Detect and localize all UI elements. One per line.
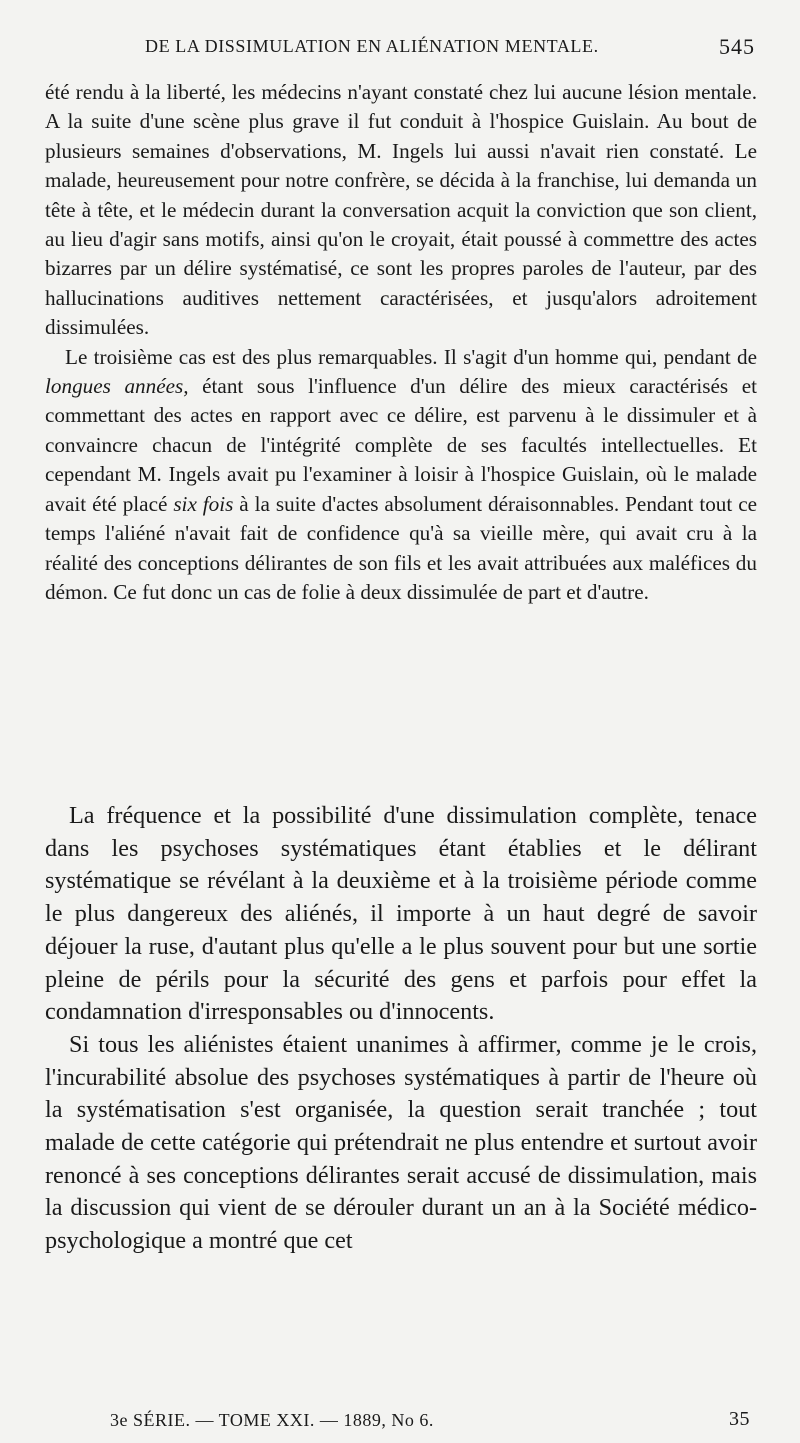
paragraph-text: étant sous l'influence d'un délire des mieux caractérisés et commettant des actes en rapport avec ce délire, est parvenu à le dissimuler et à convaincre chacun de l'intégrité complète de ses facultés intellectuelles. Et cependant M. Ingels avait pu l'examiner à loisir à l'hospice Guislain, où le malade avait été placé [45,374,758,516]
paragraph-alienists: Si tous les aliénistes étaient unanimes à affirmer, comme je le crois, l'incurabilité absolue des psychoses systématiques à partir de l'heure où la systématisation s'est organisée, la question serait tranchée ; tout malade de cette catégorie qui prétendrait ne plus entendre et surtout avoir renoncé à ses conceptions délirantes serait accusé de dissimulation, mais la discussion qui vient de se dérouler durant un an à la Société médico-psychologique a montré que cet [45,1030,757,1255]
paragraph-continued: été rendu à la liberté, les médecins n'ayant constaté chez lui aucune lésion mentale. A la suite d'une scène plus grave il fut conduit à l'hospice Guislain. Au bout de plusieurs semaines d'observations, M. Ingels lui aussi n'avait rien constaté. Le malade, heureusement pour notre confrère, se décida à la franchise, lui demanda un tête à tête, et le médecin durant la conversation acquit la conviction que son client, au lieu d'agir sans motifs, ainsi qu'on le croyait, était poussé à commettre des actes bizarres par un délire systématisé, ce sont les propres paroles de l'auteur, par des hallucinations auditives nettement caractérisées, et jusqu'alors adroitement dissimulées. [45,80,757,340]
series-signature: 3e SÉRIE. — TOME XXI. — 1889, No 6. [110,1410,434,1430]
italic-text: six fois [173,491,234,516]
paragraph-third-case [45,343,757,608]
italic-text: longues années, [45,374,189,399]
page-footer [110,1408,750,1436]
sheet-number: 35 [729,1408,750,1430]
running-title: DE LA DISSIMULATION EN ALIÉNATION MENTALE. [145,36,599,56]
page-number: 545 [719,34,755,59]
paragraph-frequency: La fréquence et la possibilité d'une dissimulation complète, tenace dans les psychoses systématiques étant établies et le délirant systématique se révélant à la deuxième et à la troisième période comme le plus dangereux des aliénés, il importe à un haut degré de savoir déjouer la ruse, d'autant plus qu'elle a le plus souvent pour but une sortie pleine de périls pour la sécurité des gens et parfois pour effet la condamnation d'irresponsables ou d'innocents. [45,802,757,1026]
body-text-small [45,78,757,607]
paragraph-text: à la suite d'actes absolument déraisonnables. Pendant tout ce temps l'aliéné n'avait fait de confidence qu'à sa vieille mère, qui avait cru à la réalité des conceptions délirantes de son fils et les avait attribuées aux maléfices du démon. Ce fut donc un cas de folie à deux dissimulée de part et d'autre. [45,491,757,604]
running-head [95,34,755,64]
paragraph-text: Le troisième cas est des plus remarquables. Il s'agit d'un homme qui, pendant de [65,344,757,369]
body-text-large [45,800,757,1258]
